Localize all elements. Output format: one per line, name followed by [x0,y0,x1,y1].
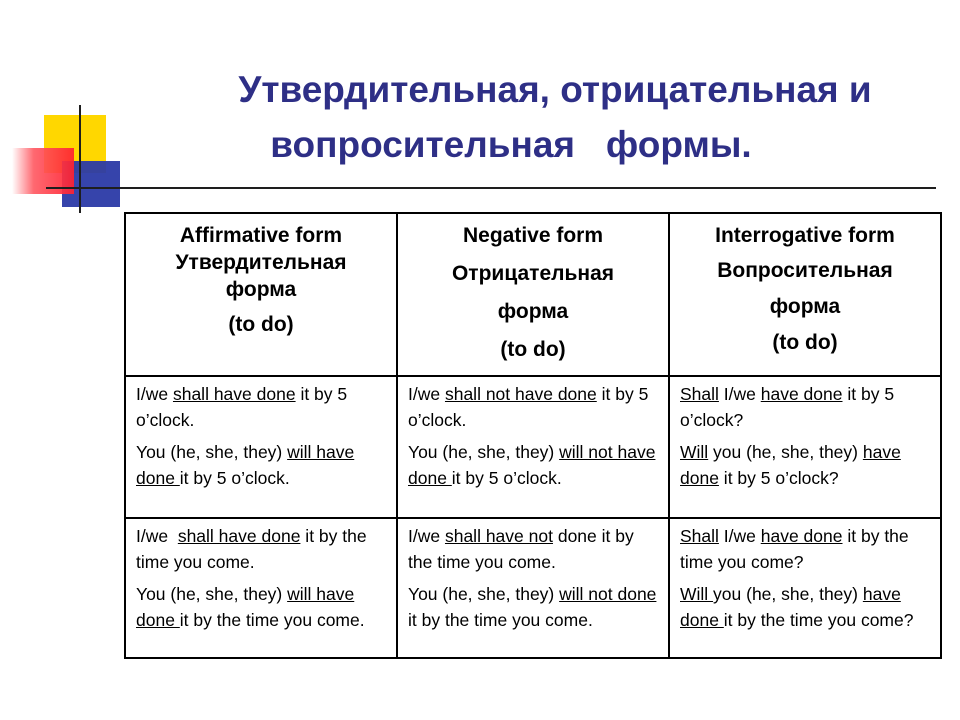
text: I/we [408,526,445,546]
sentence [680,381,932,433]
sentence [680,581,932,633]
text: done it by the time you come. [408,526,634,572]
text: I/we [136,384,173,404]
header-en: Affirmative form [179,224,343,247]
underlined-text: will not have done [408,442,656,488]
text: it by the time you come? [680,526,909,572]
underlined-text: Shall [680,384,719,404]
text: it by 5 o’clock. [136,384,348,430]
text: You (he, she, they) [136,584,288,604]
header-ru: Вопросительная форма [717,259,893,318]
forms-table [124,212,942,659]
text: You (he, she, they) [408,584,560,604]
underlined-text: shall have done [177,526,301,546]
header-en: Interrogative form [715,224,895,247]
sentence [408,381,660,433]
header-en: Negative form [462,224,604,247]
underlined-text: shall not have done [444,384,597,404]
header-sub: (to do) [772,331,838,354]
underlined-text: shall have not [444,526,553,546]
title-line-2: вопросительная формы. [270,124,752,165]
header-affirmative [125,213,397,376]
header-interrogative [669,213,941,376]
underlined-text: shall have done [172,384,296,404]
text: it by the time you come? [723,610,914,630]
text: it by the time you come. [179,610,365,630]
sentence [408,439,660,491]
underlined-text: have done [680,442,901,488]
cell-negative [397,376,669,518]
text: I/we [408,384,445,404]
underlined-text: have done [760,526,843,546]
underlined-text: Will [680,584,714,604]
cell-negative [397,518,669,658]
yellow-square-decor [44,115,106,173]
text: You (he, she, they) [136,442,288,462]
text: it by 5 o’clock? [680,384,895,430]
red-square-decor [12,148,74,194]
cell-affirmative [125,376,397,518]
header-negative [397,213,669,376]
sentence [680,523,932,575]
text: it by 5 o’clock. [408,384,649,430]
sentence [680,439,932,491]
underlined-text: will have done [136,442,355,488]
page-title [110,62,940,172]
text: you (he, she, they) [713,584,863,604]
cell-interrogative [669,518,941,658]
header-ru: Утвердительная форма [175,251,347,301]
text: You (he, she, they) [408,442,560,462]
sentence [408,581,660,633]
underlined-text: will not done [559,584,657,604]
table-row [125,518,941,658]
sentence [136,523,388,575]
horizontal-rule [46,187,936,189]
table-row [125,376,941,518]
text: it by 5 o’clock. [451,468,562,488]
sentence [136,581,388,633]
underlined-text: have done [760,384,843,404]
text: it by 5 o’clock. [179,468,290,488]
text: it by the time you come. [408,610,593,630]
underlined-text: have done [680,584,901,630]
text: I/we [136,526,178,546]
header-ru: Отрицательная форма [451,262,615,323]
text: I/we [718,384,761,404]
cell-affirmative [125,518,397,658]
sentence [408,523,660,575]
title-line-1: Утвердительная, отрицательная и [238,69,872,110]
underlined-text: Will [680,442,709,462]
text: I/we [718,526,761,546]
vertical-rule [79,105,81,213]
text: it by the time you come. [136,526,372,572]
sentence [136,439,388,491]
header-row [125,213,941,376]
header-sub: (to do) [500,338,566,361]
header-sub: (to do) [228,313,294,336]
text: you (he, she, they) [708,442,863,462]
underlined-text: will have done [136,584,355,630]
underlined-text: Shall [680,526,719,546]
sentence [136,381,388,433]
text: it by 5 o’clock? [718,468,839,488]
cell-interrogative [669,376,941,518]
